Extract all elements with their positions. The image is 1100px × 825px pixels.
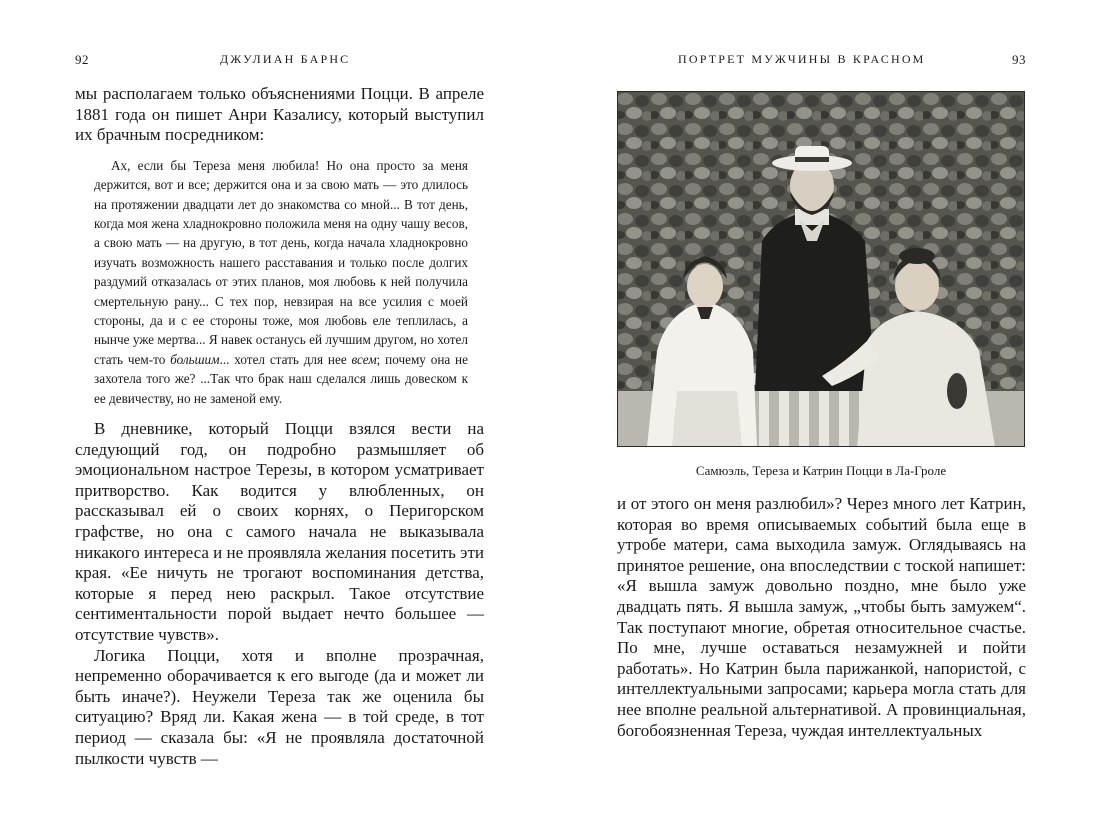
block-quote xyxy=(94,156,468,408)
para-intro: мы располагаем только объяснениями Поцци. В апреле 1881 года он пишет Анри Казалису, который выступил их брачным посредником: xyxy=(75,84,484,145)
running-head-left: ДЖУЛИАН БАРНС xyxy=(220,52,351,66)
left-body xyxy=(75,84,484,769)
photo-caption: Самюэль, Тереза и Катрин Поцци в Ла-Гроле xyxy=(695,463,947,478)
photo-image xyxy=(617,91,1025,447)
page-number-right: 93 xyxy=(1012,52,1026,67)
para-diary: В дневнике, который Поцци взялся вести на следующий год, он подробно размышляет об эмоциональном настрое Терезы, в котором усматривает притворство. Как водится у влюбленных, он рассказывал ей о своих корнях, о Перигорском графстве, но она с самого начала не выказывала никакого интереса и не проявляла желания посетить эти края. «Ее ничуть не трогают воспоминания детства, которые я перед нею раскрыл. Такое отсутствие сентиментальности порой выдает нечто большее — отсутствие чувств». xyxy=(75,419,484,644)
para-continue: и от этого он меня разлюбил»? Через много лет Катрин, которая во время описываемых событий была еще в утробе матери, сама выходила замуж. Оглядываясь на принятое решение, она впоследствии с тоской напишет: «Я вышла замуж довольно поздно, мне было уже двадцать пять. Я вышла замуж, „чтобы быть замужем“. Так поступают многие, обретая относительное счастье. По мне, лучше оставаться незамужней и пойти работать». Но Катрин была парижанкой, напористой, с интеллектуальными запросами; карьера могла стать для нее вполне реальной альтернативой. А провинциальная, богобоязненная Тереза, чуждая интеллектуальных xyxy=(617,494,1026,740)
page-number-left: 92 xyxy=(75,52,89,67)
family-photograph xyxy=(617,91,1025,447)
running-head-right: ПОРТРЕТ МУЖЧИНЫ В КРАСНОМ xyxy=(678,52,926,66)
right-page xyxy=(550,0,1100,825)
para-logic: Логика Поцци, хотя и вполне прозрачная, непременно оборачивается к его выгоде (да и может ли быть иначе?). Неужели Тереза так же оценила бы ситуацию? Вряд ли. Какая жена — в той среде, в тот период — сказала бы: «Я не проявляла достаточной пылкости чувств — xyxy=(75,645,484,768)
quote-text: Ах, если бы Тереза меня любила! Но она просто за меня держится, вот и все; держится она и за свою мать — это длилось на протяжении двадцати лет до знакомства со мной... В тот день, когда моя жена хладнокровно положила меня на одну чашу весов, а свою мать — на другую, в тот день, когда начала хладнокровно изучать возможность нашего расставания и только после долгих раздумий отказалась от этих планов, моя любовь к ней получила смертельную рану... С тех пор, невзирая на все усилия с моей стороны, да и с ее стороны тоже, моя любовь еле теплилась, а нынче уже мертва... Я навек останусь ей лучшим другом, но хотел стать чем-то большим... хотел стать для нее всем; почему она не захотела того же? ...Так что брак наш сделался лишь довеском к ее девичеству, но не заменой ему. xyxy=(94,157,468,406)
right-body xyxy=(617,494,1026,741)
